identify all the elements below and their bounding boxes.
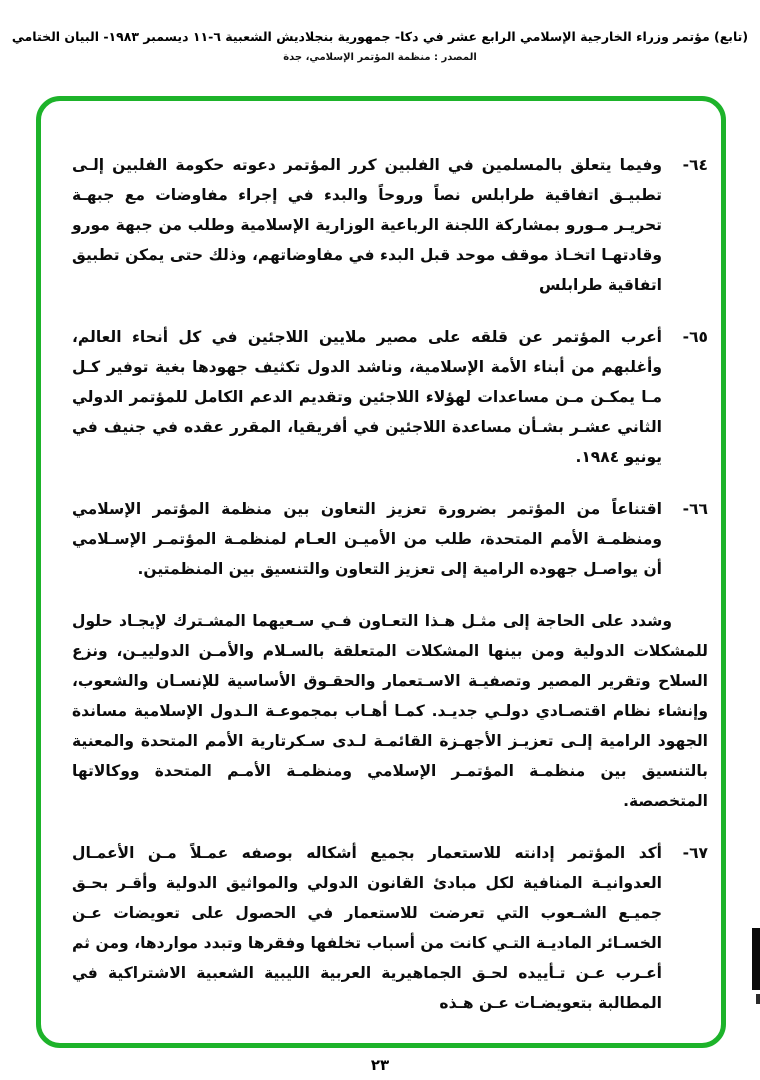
page-header <box>0 0 760 63</box>
document-body <box>72 150 708 1040</box>
paragraph-number: ٦٤- <box>682 156 708 174</box>
paragraph-text: أعرب المؤتمر عن قلقه على مصير ملايين اللاجئين في كل أنحاء العالم، وأغلبهم من أبناء الأمة الإسلامية، وناشد الدول تكثيف جهودها بغية توفير كـل مـا يمكـن مـن مساعدات لهؤلاء اللاجئين وتقديم الدعم الكامل للمؤتمر الدولي الثاني عشـر بشـأن مساعدة اللاجئين في أفريقيا، المقرر عقده في جنيف في يونيو ١٩٨٤. <box>72 328 662 466</box>
paragraph-number: ٦٥- <box>682 328 708 346</box>
paragraph-65 <box>72 322 708 472</box>
paragraph-number: ٦٦- <box>682 500 708 518</box>
scan-artifact-mark <box>756 994 760 1004</box>
paragraph-66 <box>72 494 708 584</box>
paragraph-64 <box>72 150 708 300</box>
page-number: ٢٣ <box>370 1056 390 1074</box>
header-title: (تابع) مؤتمر وزراء الخارجية الإسلامي الرابع عشر في دكا- جمهورية بنجلاديش الشعبية ٦-١١ ديسمبر ١٩٨٣- البيان الختامي <box>11 29 749 44</box>
paragraph-number: ٦٧- <box>682 844 708 862</box>
paragraph-text: أكد المؤتمر إدانته للاستعمار بجميع أشكاله بوصفه عمـلاً مـن الأعمـال العدوانيـة المنافية لكل مبادئ القانون الدولي والمواثيق الدولية وأقـر بحـق جميـع الشـعوب التي تعرضت للاستعمار في الحصول على تعويضات عـن الخسـائر الماديـة التـي كانت من أسباب تخلفها وفقرها وتبدد مواردها، ومن ثم أعـرب عـن تـأييده لحـق الجماهيرية العربية الليبية الشعبية الاشتراكية في المطالبة بتعويضـات عـن هـذه <box>72 844 662 1012</box>
paragraph-text: وفيما يتعلق بالمسلمين في الفلبين كرر المؤتمر دعوته حكومة الفلبين إلـى تطبيـق اتفاقية طرابلس نصاً وروحاً والبدء في إجراء مفاوضات مع جبهـة تحريـر مـورو بمشاركة اللجنة الرباعية الوزارية الإسلامية وطلب من جبهة مورو وقادتهـا اتخـاذ موقف موحد قبل البدء في مفاوضاتهم، وذلك حتى يمكن تطبيق اتفاقية طرابلس <box>72 156 662 294</box>
header-source: المصدر : منظمة المؤتمر الإسلامي، جدة <box>283 51 477 63</box>
paragraph-67 <box>72 838 708 1018</box>
scan-artifact-bar <box>752 928 760 990</box>
paragraph-text: اقتناعاً من المؤتمر بضرورة تعزيز التعاون بين منظمة المؤتمر الإسلامي ومنظمـة الأمم المتحدة، طلب من الأميـن العـام لمنظمـة المؤتمـر الإسـلامي أن يواصـل جهوده الرامية إلى تعزيز التعاون والتنسيق بين المنظمتين. <box>72 500 662 578</box>
continuation-paragraph: وشدد على الحاجة إلى مثـل هـذا التعـاون فـي سـعيهما المشـترك لإيجـاد حلول للمشكلات الدولية ومن بينها المشكلات المتعلقة بالسـلام والأمـن الدولييـن، ونزع السلاح وتقرير المصير وتصفيـة الاسـتعمار والحقـوق الأساسية للإنسـان والشعوب، وإنشاء نظام اقتصـادي دولـي جديـد. كمـا أهـاب بمجموعـة الـدول الإسلامية مساندة الجهود الرامية إلـى تعزيـز الأجهـزة القائمـة لـدى سـكرتارية الأمم المتحدة والمعنية بالتنسيق بين منظمـة المؤتمـر الإسلامي ومنظمـة الأمـم المتحدة ووكالاتها المتخصصة. <box>72 612 708 810</box>
